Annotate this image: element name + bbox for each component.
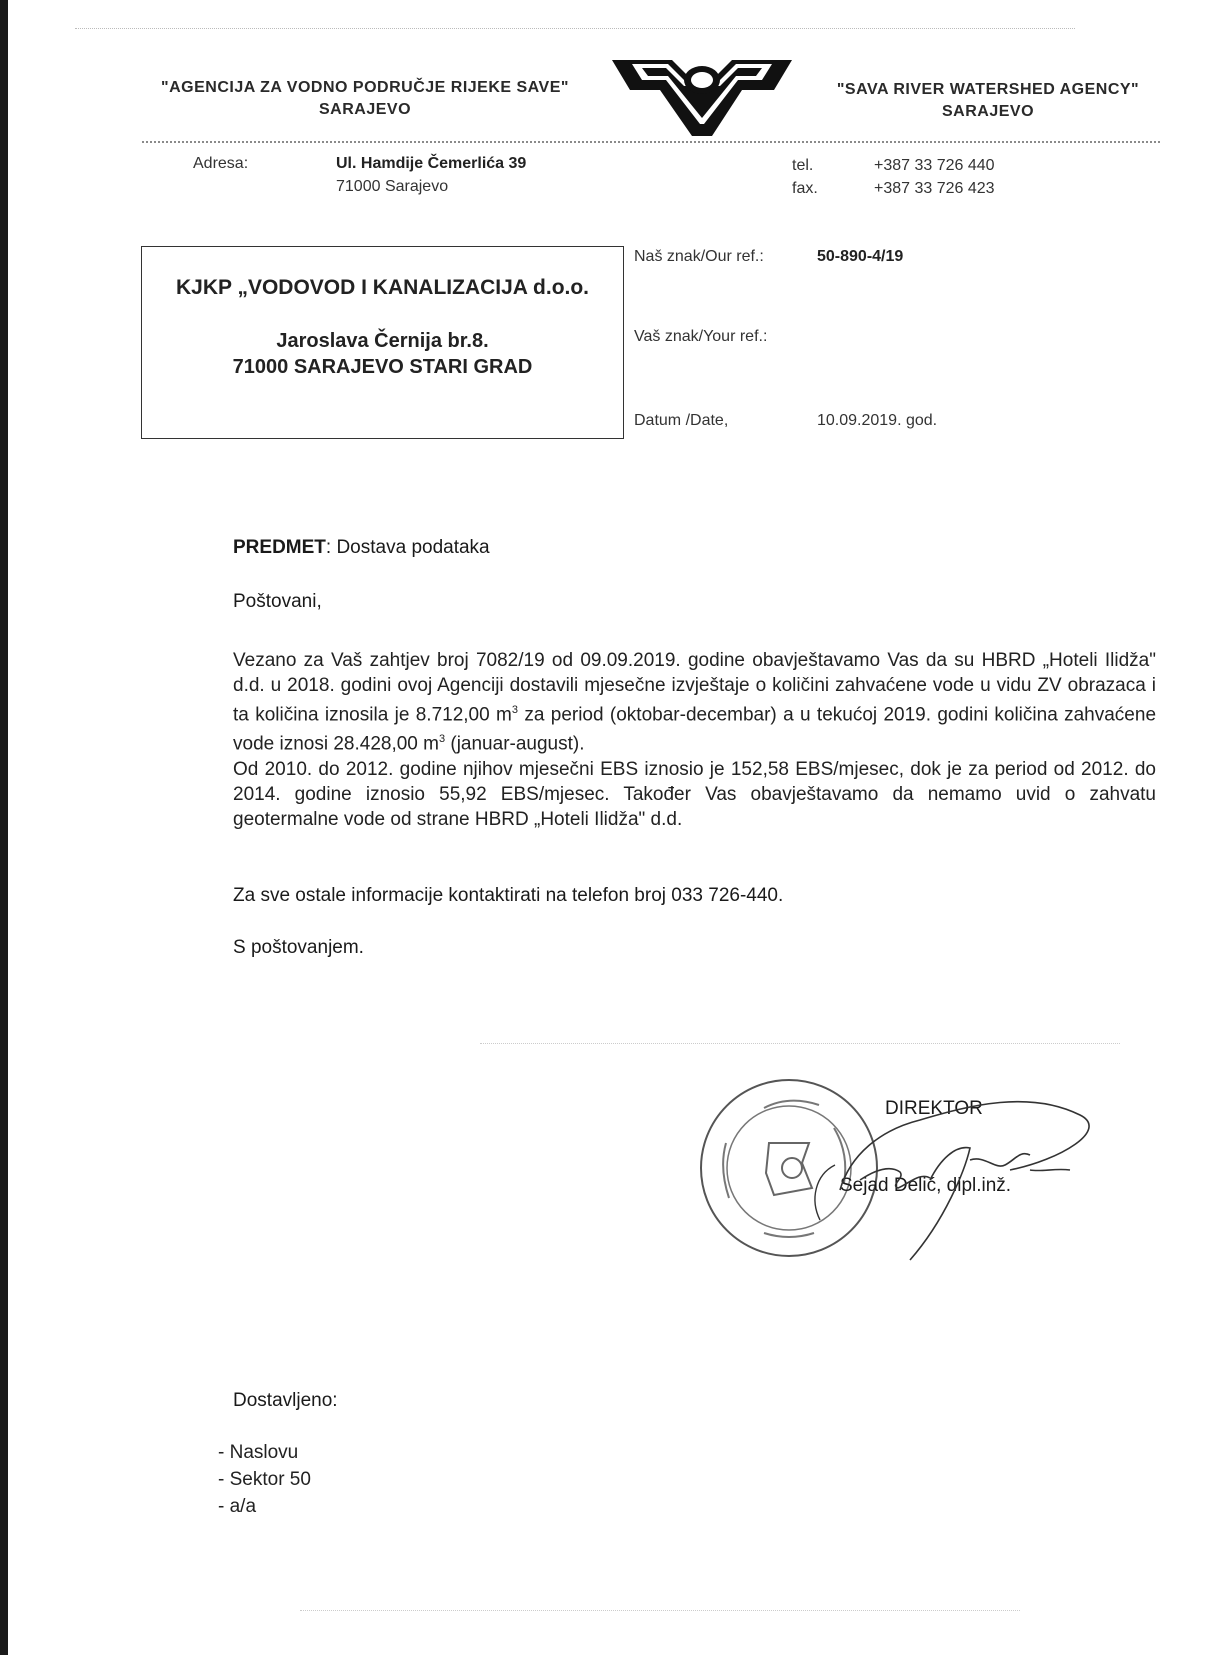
signatory-title: DIREKTOR <box>885 1098 983 1119</box>
letterhead-left <box>145 77 585 121</box>
agency-city-local: SARAJEVO <box>318 101 412 118</box>
agency-name-local: "AGENCIJA ZA VODNO PODRUČJE RIJEKE SAVE" <box>161 79 569 96</box>
paragraph-2: Od 2010. do 2012. godine njihov mjesečni EBS iznosio je 152,58 EBS/mjesec, dok je za period od 2012. do 2014. godine iznosio 55,92 EBS/mjesec. Također Vas obavještavamo da nemamo uvid o zahvatu geotermalne vode od strane HBRD „Hoteli Ilidža" d.d. <box>233 758 1156 830</box>
date-value: 10.09.2019. god. <box>817 412 938 429</box>
your-ref-label: Vaš znak/Your ref.: <box>634 328 768 345</box>
address-street: Ul. Hamdije Čemerlića 39 <box>336 155 527 172</box>
scan-artifact-line <box>480 1043 1120 1044</box>
our-ref-label: Naš znak/Our ref.: <box>634 248 764 265</box>
distribution-label: Dostavljeno: <box>233 1390 338 1411</box>
our-ref-value: 50-890-4/19 <box>817 248 904 265</box>
recipient-box <box>141 246 624 439</box>
paragraph-1-part-b: za period (oktobar-decembar) a u tekućoj 2019. godini količina zahvaćene vode iznosi 28.428,00 m <box>233 704 1157 755</box>
distribution-item: - a/a <box>218 1496 257 1517</box>
tel-value: +387 33 726 440 <box>874 157 995 174</box>
fax-label: fax. <box>792 180 818 197</box>
paragraph-1 <box>233 648 1156 757</box>
recipient-name: KJKP „VODOVOD I KANALIZACIJA d.o.o. <box>175 276 590 299</box>
distribution-item: - Sektor 50 <box>218 1469 311 1490</box>
cubic-superscript: 3 <box>511 704 518 716</box>
letterhead-right <box>818 79 1158 123</box>
closing: S poštovanjem. <box>233 937 364 958</box>
signatory-name: Sejad Delić, dipl.inž. <box>840 1175 1012 1196</box>
recipient-street: Jaroslava Černija br.8. <box>276 330 489 352</box>
paragraph-1-part-a: Vezano za Vaš zahtjev broj 7082/19 od 09.09.2019. godine obavještavamo Vas da su HBRD „Hoteli Ilidža" d.d. u 2018. godini ovoj Agenciji dostavili mjesečne izvještaje o količini zahvaćene vode u vidu ZV obrazaca i ta količina iznosila je 8.712,00 m <box>233 650 1156 726</box>
subject-text: : Dostava podataka <box>325 537 490 558</box>
tel-label: tel. <box>792 157 814 174</box>
top-rule <box>75 28 1075 29</box>
distribution-list <box>218 1439 311 1520</box>
header-divider <box>142 141 1160 143</box>
agency-city-english: SARAJEVO <box>941 103 1035 120</box>
agency-logo-icon <box>612 50 792 140</box>
salutation: Poštovani, <box>233 591 322 612</box>
paragraph-3: Za sve ostale informacije kontaktirati na telefon broj 033 726-440. <box>233 885 784 906</box>
address-city: 71000 Sarajevo <box>336 178 449 195</box>
letter-body <box>233 648 1156 832</box>
bottom-rule <box>300 1610 1020 1611</box>
handwritten-signature-icon <box>780 1060 1100 1280</box>
subject-label: PREDMET <box>233 537 326 558</box>
subject-line <box>233 537 490 559</box>
paragraph-1-part-c: (januar-august). <box>445 733 585 755</box>
recipient-city: 71000 SARAJEVO STARI GRAD <box>232 356 533 378</box>
agency-name-english: "SAVA RIVER WATERSHED AGENCY" <box>836 81 1140 98</box>
cubic-superscript: 3 <box>438 733 446 746</box>
scan-edge <box>0 0 8 1655</box>
date-label: Datum /Date, <box>634 412 729 429</box>
fax-value: +387 33 726 423 <box>874 180 995 197</box>
address-label: Adresa: <box>193 155 249 172</box>
distribution-item: - Naslovu <box>218 1442 299 1463</box>
